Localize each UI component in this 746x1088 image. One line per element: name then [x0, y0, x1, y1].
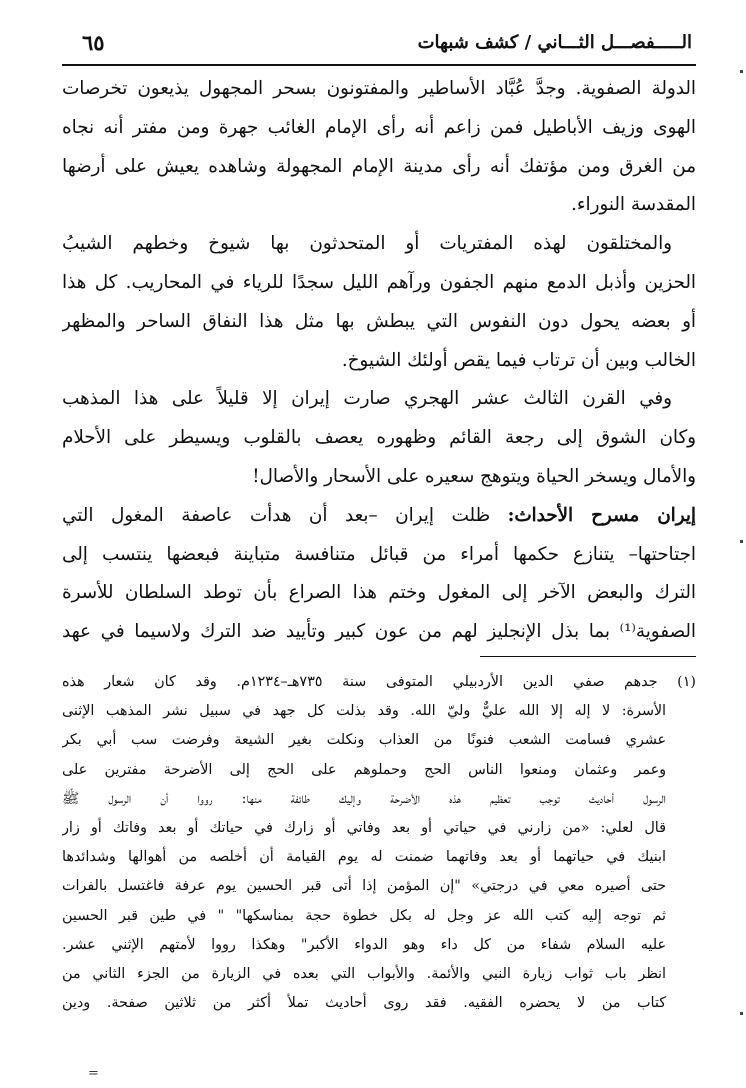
- footnote-line: وعمر وعثمان ومنعوا الناس الحج وحملوهم على الحج إلى الأضرحة مفترين على: [62, 761, 666, 778]
- text-line: الدولة الصفوية. وجدَّ عُبَّاد الأساطير والمفتونون بسحر المجهول يذيعون تخرصات: [62, 78, 696, 99]
- text-line: أو بعضه يحول دون النفوس التي يبطش بها مثل هذا النفاق الساحر والمظهر: [62, 310, 696, 332]
- text-line: وفي القرن الثالث عشر الهجري صارت إيران إلا قليلاً على هذا المذهب: [62, 388, 672, 410]
- footnote-line: عشري فسامت الشعب فنونًا من العذاب ونكلت بغير الشيعة وفرضت سب أبي بكر: [62, 732, 666, 749]
- footnote-line: الأسرة: لا إله إلا الله عليٌّ وليّ الله. وقد بذلت كل جهد في سبيل نشر المذهب الإثنى: [62, 703, 666, 720]
- section-lead-in: إيران مسرح الأحداث:: [507, 504, 696, 526]
- footnote-line: ابنيك في حياتهما أو بعد وفاتهما ضمنت له يوم القيامة أن أخلصه من أهوالها وشدائدها: [62, 849, 666, 866]
- footnotes: [62, 668, 696, 1018]
- footnote-line: الرسول أحاديث توجب تعظيم هذه الأضرحة وإليك طائفة منها: رووا أن الرسول ﷺ: [62, 790, 666, 807]
- text-line: الترك والبعض الآخر إلى المغول وختم هذا الصراع بأن توطد السلطان للأسرة: [62, 582, 696, 604]
- footnote-line: ثم توجه إليه كتب الله عز وجل له بكل خطوة حجة بمناسكها" " في طين قبر الحسين: [62, 907, 666, 924]
- text-line: الحزين وأذبل الدمع منهم الجفون ورآهم الليل سجدًا للرياء في المحاريب. كل هذا: [62, 271, 696, 293]
- text-line: المقدسة النوراء.: [571, 194, 696, 216]
- page-number: ٦٥: [82, 30, 105, 55]
- text-line: الصفوية⁽¹⁾ بما بذل الإنجليز لهم من عون كبير وتأييد ضد الترك ولاسيما في عهد: [62, 621, 696, 643]
- footnote-line: قال لعلي: «من زارني في حياتي أو بعد وفاتي أو زارك في حياتك أو بعد وفاتك أو زار: [62, 819, 666, 836]
- running-title: الـــــفصـــل الثـــاني / كشف شبهات: [417, 32, 692, 53]
- footnote-line: (١) جدهم صفي الدين الأردبيلي المتوفى سنة ٧٣٥هـ–١٢٣٤م. وقد كان شعار هذه: [62, 674, 696, 690]
- scan-mark: [740, 540, 743, 543]
- text-line-content: ظلت إيران –بعد أن هدأت عاصفة المغول التي: [62, 504, 508, 526]
- footnote-line: عليه السلام شفاء من كل داء وهو الدواء الأكبر" وهكذا رووا لأمتهم الإثني عشر.: [62, 936, 666, 953]
- text-line: والمختلقون لهذه المفتريات أو المتحدثون بها شيوخ وخطهم الشيبُ: [62, 233, 672, 255]
- text-line: الخالب وبين أن ترتاب فيما يقص أولئك الشيوخ.: [341, 349, 696, 371]
- continuation-mark: =: [88, 1066, 99, 1081]
- text-line: [62, 497, 696, 536]
- text-line: الهوى وزيف الأباطيل فمن زاعم أنه رأى الإمام الغائب جهرة ومن مفتر أنه نجاه: [62, 116, 696, 138]
- text-line: اجتاحتها– يتنازع حكمها أمراء من قبائل متنافسة متباينة فبعضها ينتسب إلى: [62, 543, 696, 565]
- text-line: وكان الشوق إلى رجعة القائم وظهوره يعصف بالقلوب ويسيطر على الأحلام: [62, 427, 696, 449]
- footnote-line: كتاب من لا يحضره الفقيه. فقد روى أحاديث تملأ أكثر من ثلاثين صفحة. ودين: [62, 995, 666, 1012]
- page-header: [62, 26, 696, 66]
- text-line: من الغرق ومن مؤتفك أنه رأى مدينة الإمام المجهولة وشاهده يعيش على أرضها: [62, 155, 696, 177]
- text-line: والأمال ويسخر الحياة ويتوهج سعيره على الأسحار والأصال!: [252, 465, 696, 487]
- footnote-separator: [480, 656, 696, 657]
- main-text: [62, 70, 696, 652]
- scan-mark: [740, 1012, 743, 1015]
- scan-mark: [740, 70, 743, 73]
- book-page: [62, 26, 696, 1081]
- footnote-line: حتى أصيره معي في درجتي» "إن المؤمن إذا أتى قبر الحسين يوم عرفة فاغتسل بالفرات: [62, 878, 666, 895]
- footnote-line: انظر باب ثواب زيارة النبي والأئمة. والأبواب التي بعده في الزيارة من الجزء الثاني من: [62, 965, 666, 982]
